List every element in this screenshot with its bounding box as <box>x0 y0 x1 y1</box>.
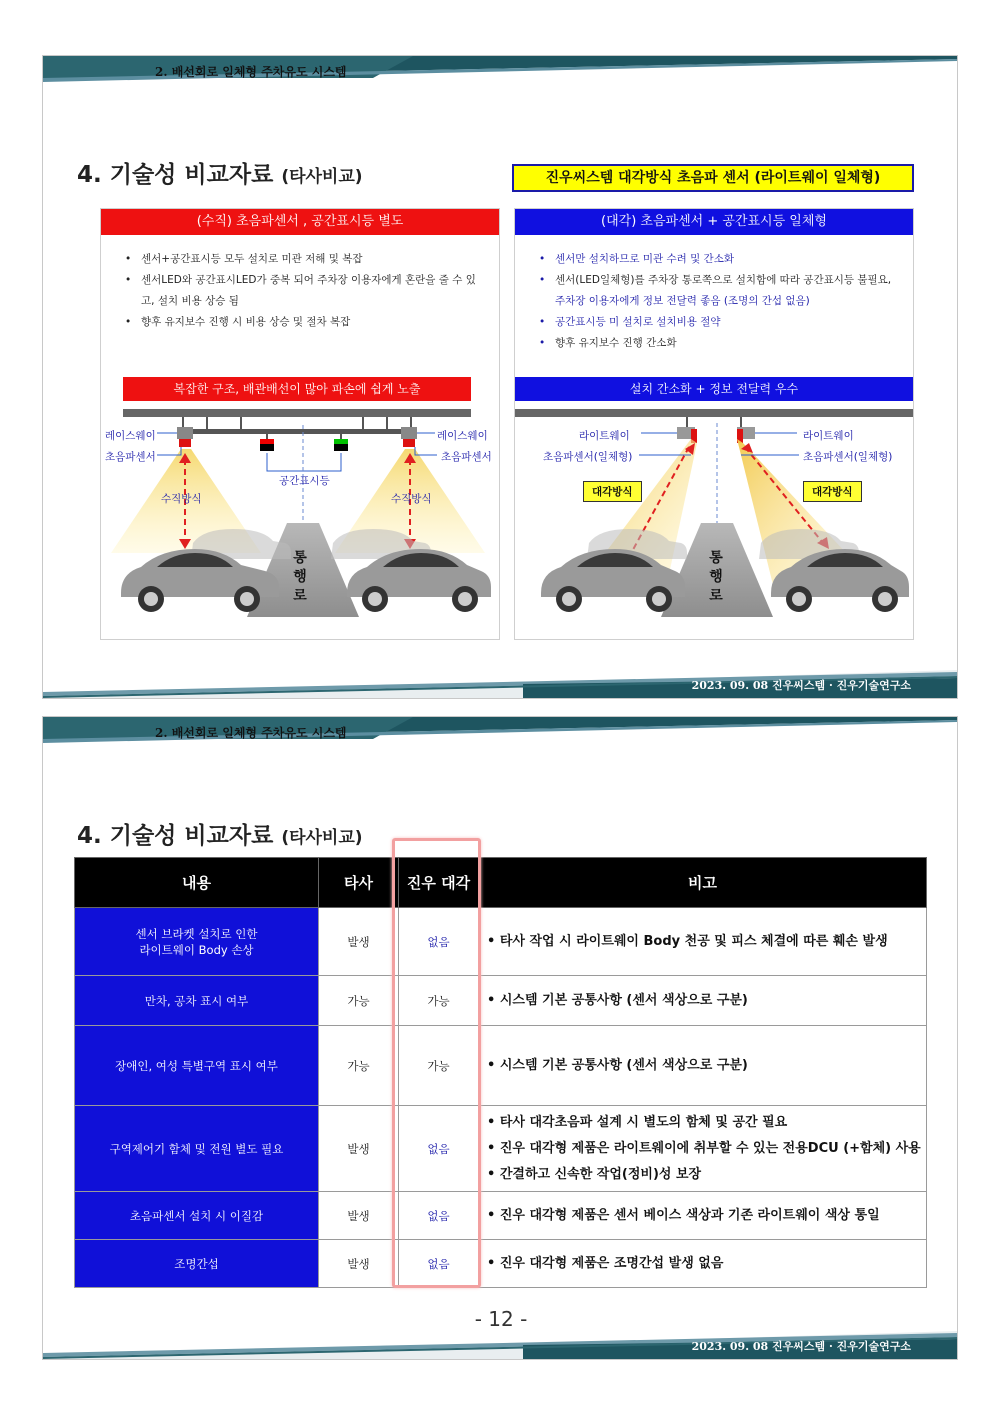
bullet-item: • 향후 유지보수 진행 시 비용 상승 및 절차 복잡 <box>123 312 483 333</box>
title-main: 4. 기술성 비교자료 <box>77 823 274 849</box>
page-number: - 12 - <box>474 1307 528 1331</box>
row-jinwoo: 가능 <box>399 976 479 1026</box>
note-line: • 진우 대각형 제품은 센서 베이스 색상과 기존 라이트웨이 색상 통일 <box>487 1207 880 1223</box>
row-item: 센서 브라켓 설치로 인한 라이트웨이 Body 손상 <box>75 908 319 976</box>
panel-head: (수직) 초음파센서 , 공간표시등 별도 <box>101 209 499 235</box>
row-other: 발생 <box>319 908 399 976</box>
panel-vertical <box>100 208 500 640</box>
row-item: 조명간섭 <box>75 1240 319 1288</box>
table-row <box>75 976 927 1026</box>
bullet-item: • 센서LED와 공간표시LED가 중복 되어 주차장 이용자에게 혼란을 줄 수 있고, 설치 비용 상승 됨 <box>123 270 483 312</box>
table-row <box>75 1192 927 1240</box>
col-header: 내용 <box>75 858 319 908</box>
row-note <box>479 1106 927 1192</box>
title-main: 4. 기술성 비교자료 <box>77 162 274 188</box>
row-jinwoo: 가능 <box>399 1026 479 1106</box>
row-item: 만차, 공차 표시 여부 <box>75 976 319 1026</box>
sub-bar: 설치 간소화 + 정보 전달력 우수 <box>515 377 913 401</box>
note-line: • 타사 대각초음파 설계 시 별도의 함체 및 공간 필요 <box>487 1114 788 1130</box>
label-lightway-left: 라이트웨이 <box>579 430 630 442</box>
label-sensor-left: 초음파센서 <box>105 451 156 463</box>
road-char: 행 <box>293 569 307 585</box>
label-lightway-right: 라이트웨이 <box>803 430 854 442</box>
sub-bar: 복잡한 구조, 배관배선이 많아 파손에 쉽게 노출 <box>123 377 471 401</box>
road-char: 로 <box>293 588 307 604</box>
col-header: 진우 대각 <box>399 858 479 908</box>
highlight-box: 진우씨스템 대각방식 초음파 센서 (라이트웨이 일체형) <box>512 164 914 192</box>
bullet-item <box>537 249 897 270</box>
title-sub: (타사비교) <box>281 828 363 848</box>
row-item: 장애인, 여성 특별구역 표시 여부 <box>75 1026 319 1106</box>
row-other: 가능 <box>319 1026 399 1106</box>
bullet-text: 센서만 설치하므로 미관 수려 및 간소화 <box>555 253 734 265</box>
road-label <box>292 549 308 606</box>
table-row <box>75 1240 927 1288</box>
bullet-item <box>537 333 897 354</box>
page-title <box>77 156 363 189</box>
label-raceway-left: 레이스웨이 <box>105 430 156 442</box>
bullet-text: 향후 유지보수 진행 간소화 <box>555 337 677 349</box>
note-line: • 시스템 기본 공통사항 (센서 색상으로 구분) <box>487 992 748 1008</box>
bullet-text: 센서(LED일체형)를 주차장 통로쪽으로 설치함에 따라 공간표시등 불필요, <box>555 274 892 286</box>
jinwoo-column-highlight <box>392 838 481 1288</box>
bullet-item <box>537 270 897 312</box>
note-line: • 타사 작업 시 라이트웨이 Body 천공 및 피스 체결에 따른 훼손 발생 <box>487 933 888 949</box>
note-line: • 진우 대각형 제품은 라이트웨이에 취부할 수 있는 전용DCU (+함체) 사용 <box>487 1140 921 1156</box>
label-sensor-right: 초음파센서(일체형) <box>803 451 893 463</box>
bullet-item <box>537 312 897 333</box>
raceway-box <box>177 427 193 439</box>
label-sensor-right: 초음파센서 <box>441 451 492 463</box>
note-line: • 간결하고 신속한 작업(정비)성 보장 <box>487 1166 702 1182</box>
row-note <box>479 1192 927 1240</box>
road-char: 행 <box>709 569 723 585</box>
col-header: 타사 <box>319 858 399 908</box>
bullet-item: • 센서+공간표시등 모두 설치로 미관 저해 및 복잡 <box>123 249 483 270</box>
row-note <box>479 976 927 1026</box>
row-jinwoo: 없음 <box>399 1240 479 1288</box>
road-char: 통 <box>709 550 723 566</box>
row-other: 발생 <box>319 1192 399 1240</box>
sensor-led <box>403 439 415 447</box>
bullet-list <box>123 249 483 333</box>
bullet-text: 공간표시등 미 설치로 설치비용 절약 <box>555 316 721 328</box>
badge-diagonal-right: 대각방식 <box>803 481 862 502</box>
road-char: 통 <box>293 550 307 566</box>
footer-text: 2023. 09. 08 진우씨스템 · 진우기술연구소 <box>691 679 911 692</box>
note-line: • 진우 대각형 제품은 조명간섭 발생 없음 <box>487 1255 724 1271</box>
row-other: 가능 <box>319 976 399 1026</box>
slide-1 <box>42 55 958 699</box>
badge-diagonal-left: 대각방식 <box>583 481 642 502</box>
bullet-text-blue: 주차장 이용자에게 정보 전달력 좋음 (조명의 간섭 없음) <box>555 295 810 307</box>
road-label <box>708 549 724 606</box>
raceway-box <box>401 427 417 439</box>
col-header: 비고 <box>479 858 927 908</box>
row-note <box>479 908 927 976</box>
slide-2 <box>42 716 958 1360</box>
footer-text: 2023. 09. 08 진우씨스템 · 진우기술연구소 <box>691 1340 911 1353</box>
table-row <box>75 1106 927 1192</box>
row-other: 발생 <box>319 1240 399 1288</box>
title-sub: (타사비교) <box>281 167 363 187</box>
label-vertical-right: 수직방식 <box>391 493 432 505</box>
sensor-led <box>179 439 191 447</box>
row-note <box>479 1240 927 1288</box>
row-jinwoo: 없음 <box>399 1106 479 1192</box>
label-sensor-left: 초음파센서(일체형) <box>543 451 633 463</box>
row-jinwoo: 없음 <box>399 1192 479 1240</box>
bullet-list <box>537 249 897 354</box>
row-jinwoo: 없음 <box>399 908 479 976</box>
table-row <box>75 1026 927 1106</box>
comparison-table <box>74 857 927 1288</box>
panel-diagonal <box>514 208 914 640</box>
page-title <box>77 817 363 850</box>
row-other: 발생 <box>319 1106 399 1192</box>
table-row <box>75 908 927 976</box>
row-item: 구역제어기 함체 및 전원 별도 필요 <box>75 1106 319 1192</box>
label-vertical-left: 수직방식 <box>161 493 202 505</box>
note-line: • 시스템 기본 공통사항 (센서 색상으로 구분) <box>487 1057 748 1073</box>
panel-head: (대각) 초음파센서 + 공간표시등 일체형 <box>515 209 913 235</box>
label-space-light: 공간표시등 <box>279 475 330 487</box>
road-char: 로 <box>709 588 723 604</box>
row-item: 초음파센서 설치 시 이질감 <box>75 1192 319 1240</box>
table-header-row <box>75 858 927 908</box>
header-title: 2. 배선회로 일체형 주차유도 시스템 <box>155 65 347 79</box>
header-title: 2. 배선회로 일체형 주차유도 시스템 <box>155 726 347 740</box>
label-raceway-right: 레이스웨이 <box>437 430 488 442</box>
row-note <box>479 1026 927 1106</box>
